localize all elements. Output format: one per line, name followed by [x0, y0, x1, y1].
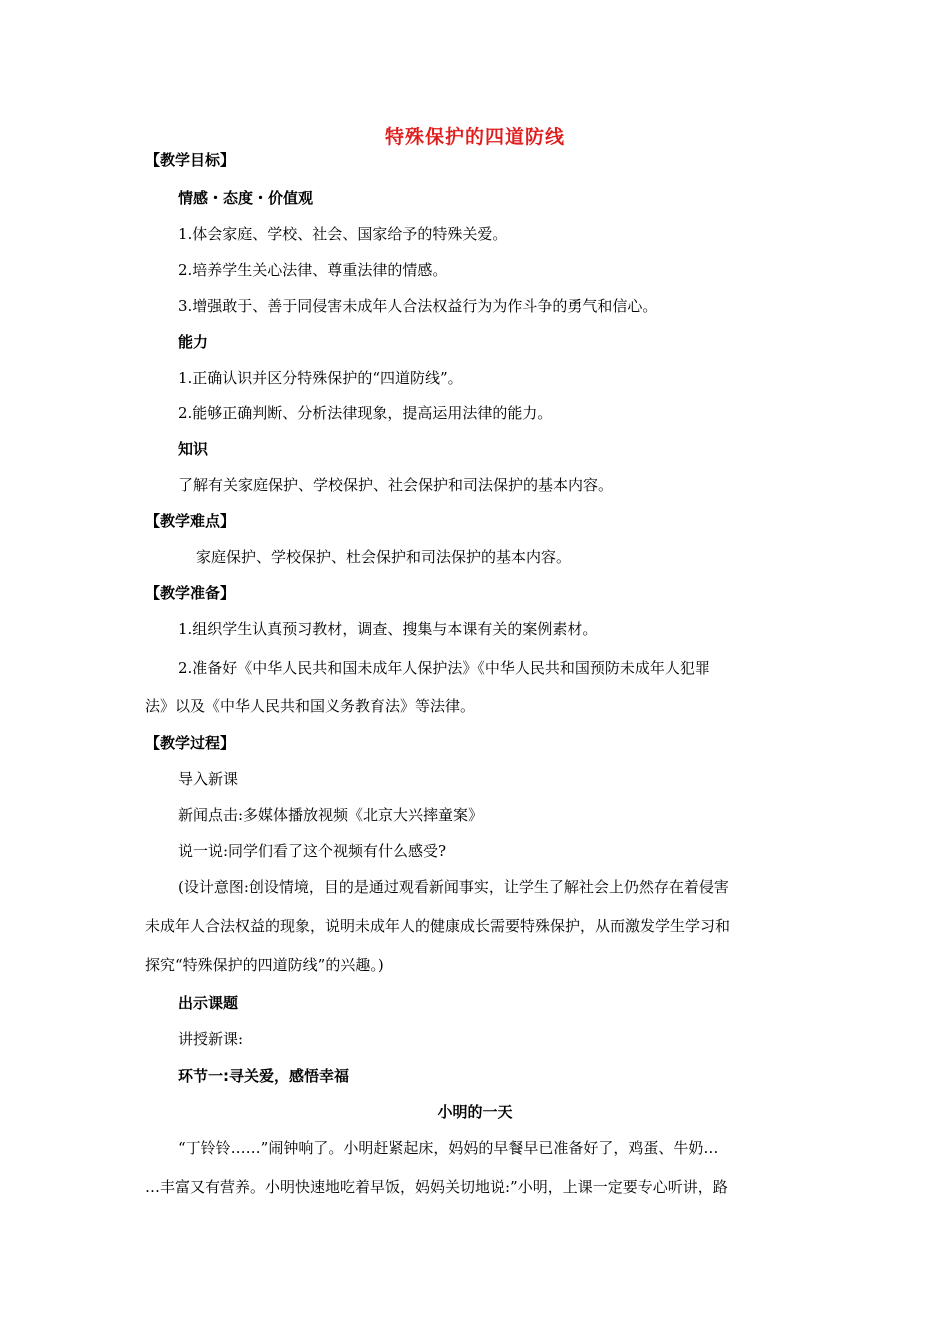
document-title: 特殊保护的四道防线: [384, 126, 565, 148]
design-intent-line-2: 未成年人合法权益的现象，说明未成年人的健康成长需要特殊保护，从而激发学生学习和: [145, 917, 731, 935]
emotion-item-1: 1.体会家庭、学校、社会、国家给予的特殊关爱。: [178, 225, 508, 243]
difficulty-text: 家庭保护、学校保护、杜会保护和司法保护的基本内容。: [196, 548, 572, 566]
knowledge-text: 了解有关家庭保护、学校保护、社会保护和司法保护的基本内容。: [178, 476, 614, 494]
teach-new-text: 讲授新课:: [178, 1030, 244, 1048]
design-intent-line-1: (设计意图:创设情境，目的是通过观看新闻事实，让学生了解社会上仍然存在着侵害: [178, 878, 729, 896]
emotion-item-3: 3.增强敢于、善于同侵害未成年人合法权益行为为作斗争的勇气和信心。: [178, 297, 658, 315]
prep-item-2-line-2: 法》以及《中华人民共和国义务教育法》等法律。: [145, 697, 476, 715]
prep-item-1: 1.组织学生认真预习教材，调查、搜集与本课有关的案例素材。: [178, 620, 598, 638]
section-heading-difficulty: 【教学难点】: [145, 512, 236, 530]
section-heading-preparation: 【教学准备】: [145, 584, 236, 602]
section-heading-process: 【教学过程】: [145, 734, 236, 752]
story-line-1: “丁铃铃……”闹钟响了。小明赶紧起床，妈妈的早餐早已准备好了，鸡蛋、牛奶…: [178, 1139, 719, 1157]
intro-text: 导入新课: [178, 770, 239, 788]
subheading-emotion: 情感・态度・价值观: [178, 189, 314, 207]
design-intent-line-3: 探究“特殊保护的四道防线”的兴趣。): [145, 956, 384, 974]
talk-text: 说一说:同学们看了这个视频有什么感受?: [178, 842, 447, 860]
show-topic-heading: 出示课题: [178, 994, 239, 1012]
emotion-item-2: 2.培养学生关心法律、尊重法律的情感。: [178, 261, 448, 279]
prep-item-2-line-1: 2.准备好《中华人民共和国未成年人保护法》《中华人民共和国预防未成年人犯罪: [178, 659, 710, 677]
section-heading-objectives: 【教学目标】: [145, 151, 236, 169]
ability-item-2: 2.能够正确判断、分析法律现象，提高运用法律的能力。: [178, 404, 553, 422]
news-text: 新闻点击:多媒体播放视频《北京大兴摔童案》: [178, 806, 484, 824]
subheading-knowledge: 知识: [178, 440, 209, 458]
ability-item-1: 1.正确认识并区分特殊保护的“四道防线”。: [178, 369, 463, 387]
story-line-2: …丰富又有营养。小明快速地吃着早饭，妈妈关切地说:”小明，上课一定要专心听讲，路: [145, 1178, 728, 1196]
subheading-ability: 能力: [178, 333, 209, 351]
story-title: 小明的一天: [437, 1103, 513, 1121]
link-one-heading: 环节一:寻关爱，感悟幸福: [178, 1067, 349, 1085]
